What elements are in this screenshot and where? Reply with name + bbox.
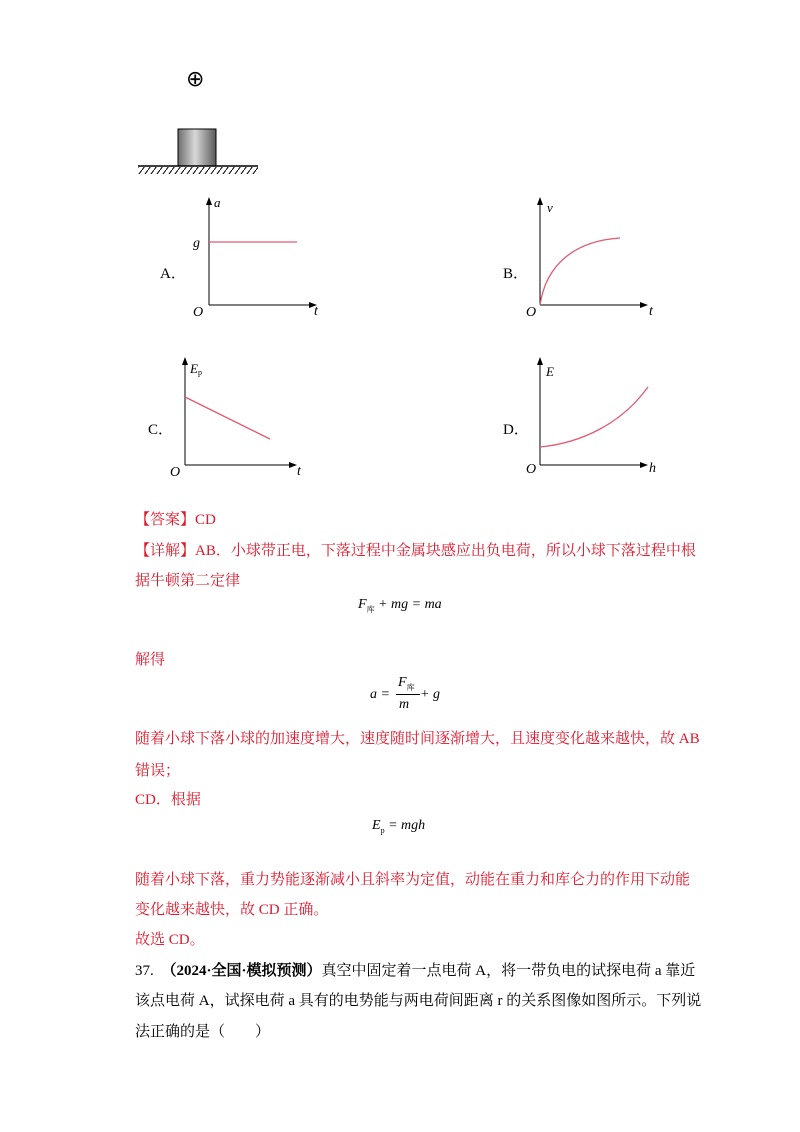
graph-b-y-label: v [547,200,553,215]
answer-tag: 【答案】 [135,512,196,528]
graph-c [165,352,310,480]
explanation-line-3: 随着小球下落小球的加速度增大，速度随时间逐渐增大，且速度变化越来越快，故 AB [135,731,700,747]
graph-d-origin: O [526,462,537,477]
option-a-label[interactable]: A． [160,266,186,282]
graph-b [522,195,667,320]
graph-c-origin: O [170,465,181,480]
formula-newton: $F_库$ + mg = ma [358,597,442,614]
metal-block [178,129,216,166]
graph-c-y-label: Ep [190,361,202,377]
formula-acceleration: a = $F_库$ m + g [370,675,440,712]
question-number: 37. [135,963,154,979]
graph-b-origin: O [526,305,537,320]
question-37-line-1: 37. （2024·全国·模拟预测）真空中固定着一点电荷 A，将一带负电的试探电荷 a 靠近 [135,963,696,979]
graph-d-curve [540,387,648,447]
explanation-line-2: 据牛顿第二定律 [135,573,241,589]
graph-a-y-label: a [214,195,221,210]
formula-potential-energy: $E_p$ = mgh [372,818,426,835]
explanation-line-6: 随着小球下落，重力势能逐渐减小且斜率为定值，动能在重力和库仑力的作用下动能 [135,872,691,888]
graph-d-x-label: h [649,461,656,476]
setup-figure [130,66,270,186]
graph-b-curve [540,238,620,305]
graph-b-x-label: t [649,304,653,319]
metal-block-diagram [130,66,270,186]
explanation-line-7: 变化越来越快，故 CD 正确。 [135,902,329,918]
question-source: （2024·全国·模拟预测） [161,963,322,979]
explanation-line-8: 故选 CD。 [135,932,205,948]
option-c-label[interactable]: C． [148,422,174,438]
explanation-line-5: CD．根据 [135,792,201,808]
graph-a-x-label: t [314,304,318,319]
answer-value: CD [195,512,216,528]
graph-a-y-tick: g [193,236,200,251]
graph-d-y-label: E [546,364,554,379]
graph-a [185,195,330,320]
question-37-line-2: 该点电荷 A，试探电荷 a 具有的电势能与两电荷间距离 r 的关系图像如图所示。下列说 [135,993,702,1009]
ground-hatch [138,167,258,174]
question-37-line-3: 法正确的是（ ） [135,1024,271,1040]
option-b-label[interactable]: B． [503,266,529,282]
option-d-label[interactable]: D． [503,422,529,438]
answer-line [135,511,216,529]
graph-a-origin: O [193,305,204,320]
explanation-line-4: 错误； [135,763,181,779]
explanation-line-1: 【详解】AB．小球带正电，下落过程中金属块感应出负电荷，所以小球下落过程中根 [135,543,696,559]
positive-charge-icon: ⊕ [186,67,205,92]
graph-c-curve [185,397,270,439]
graph-d [522,355,667,480]
graph-c-x-label: t [297,464,301,479]
explanation-tag: 【详解】 [135,543,196,559]
jiede-text: 解得 [135,652,166,668]
